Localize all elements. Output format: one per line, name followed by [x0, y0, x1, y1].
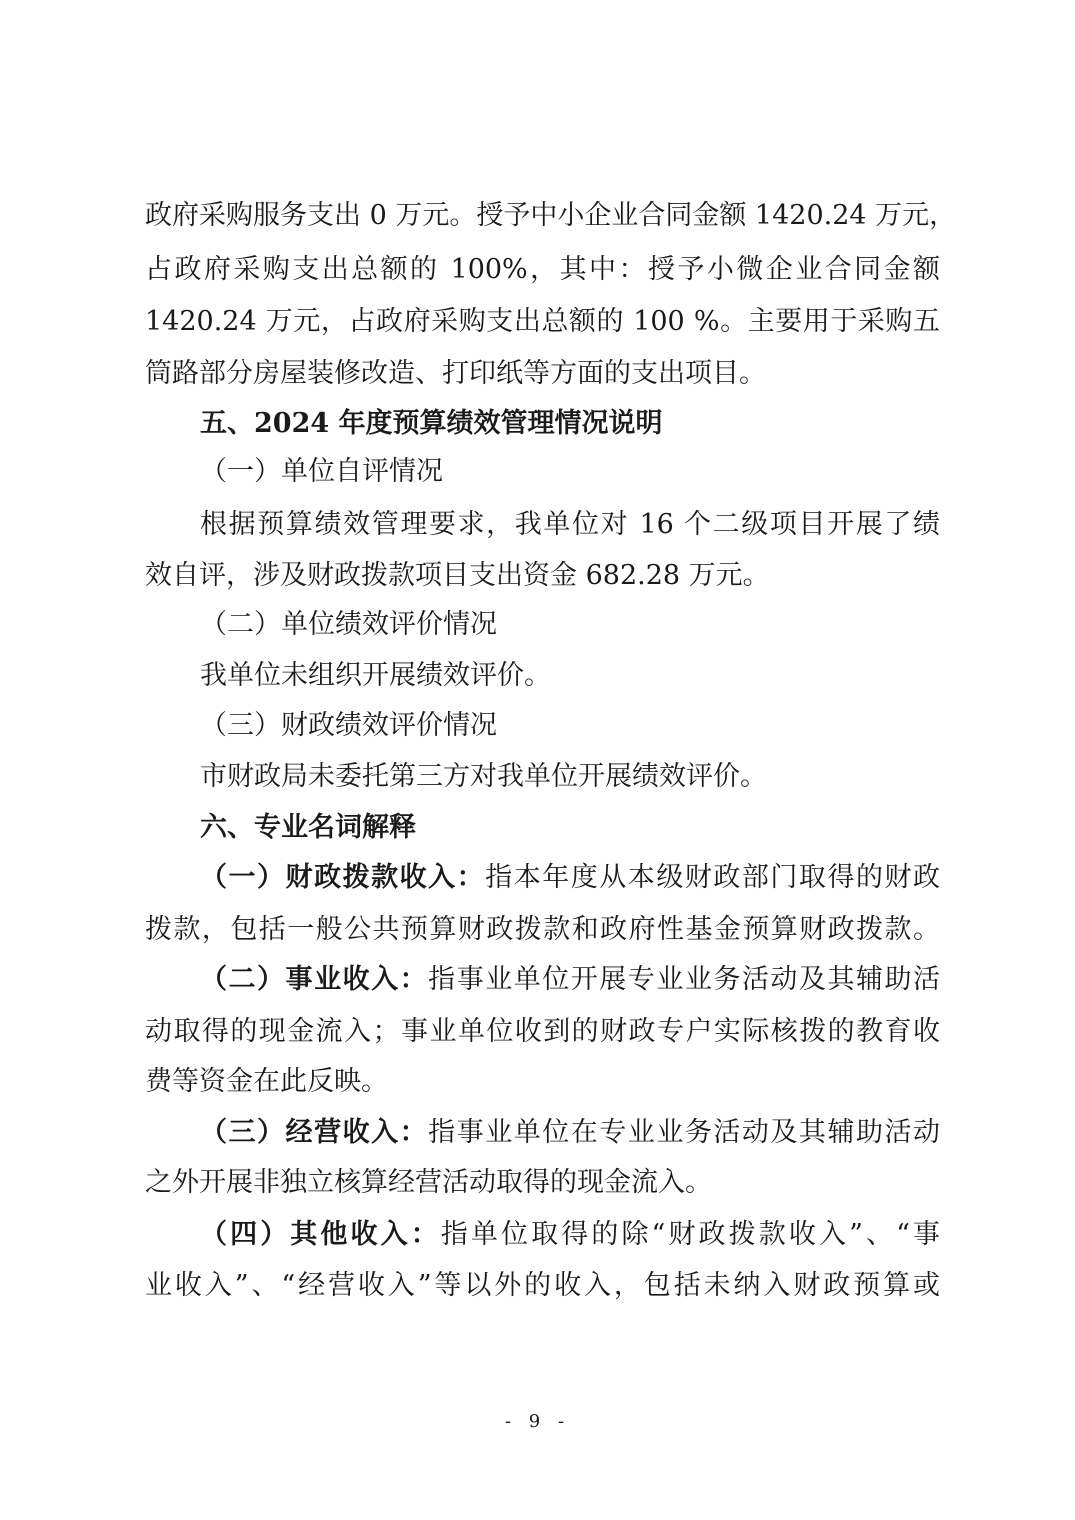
subsection-heading: （三）财政绩效评价情况 — [200, 710, 497, 741]
paragraph-line: 效自评，涉及财政拨款项目支出资金 682.28 万元。 — [145, 560, 770, 591]
paragraph-line: 业收入”、“经营收入”等以外的收入，包括未纳入财政预算或 — [145, 1270, 940, 1301]
subsection-heading: （一）单位自评情况 — [200, 456, 443, 487]
term-line — [200, 1215, 940, 1255]
paragraph-line: 根据预算绩效管理要求，我单位对 16 个二级项目开展了绩 — [200, 509, 940, 540]
paragraph-line: 政府采购服务支出 0 万元。授予中小企业合同金额 1420.24 万元， — [145, 200, 957, 231]
term-label: （三）经营收入： — [200, 1117, 429, 1148]
paragraph-line: 拨款，包括一般公共预算财政拨款和政府性基金预算财政拨款。 — [145, 914, 940, 945]
paragraph-line: 1420.24 万元，占政府采购支出总额的 100 %。主要用于采购五 — [145, 306, 940, 337]
page-number: - 9 - — [504, 1411, 571, 1432]
term-definition: 指事业单位在专业业务活动及其辅助活动 — [428, 1117, 941, 1148]
paragraph-line: 市财政局未委托第三方对我单位开展绩效评价。 — [200, 761, 767, 792]
term-line — [200, 1113, 940, 1153]
paragraph-line: 筒路部分房屋装修改造、打印纸等方面的支出项目。 — [145, 358, 766, 389]
paragraph-line: 占政府采购支出总额的 100%，其中：授予小微企业合同金额 — [145, 254, 940, 285]
section-heading: 六、专业名词解释 — [200, 812, 416, 843]
paragraph-line: 动取得的现金流入；事业单位收到的财政专户实际核拨的教育收 — [145, 1016, 940, 1047]
term-label: （四）其他收入： — [200, 1219, 441, 1250]
term-definition: 指单位取得的除“财政拨款收入”、“事 — [440, 1219, 940, 1250]
term-label: （一）财政拨款收入： — [200, 862, 486, 893]
paragraph-line: 费等资金在此反映。 — [145, 1066, 388, 1097]
subsection-heading: （二）单位绩效评价情况 — [200, 609, 497, 640]
paragraph-line: 我单位未组织开展绩效评价。 — [200, 660, 551, 691]
term-line — [200, 960, 940, 1000]
term-definition: 指事业单位开展专业业务活动及其辅助活 — [428, 964, 941, 995]
term-label: （二）事业收入： — [200, 964, 429, 995]
paragraph-line: 之外开展非独立核算经营活动取得的现金流入。 — [145, 1167, 712, 1198]
section-heading: 五、2024 年度预算绩效管理情况说明 — [200, 408, 663, 439]
term-line — [200, 858, 940, 898]
term-definition: 指本年度从本级财政部门取得的财政 — [485, 862, 941, 893]
